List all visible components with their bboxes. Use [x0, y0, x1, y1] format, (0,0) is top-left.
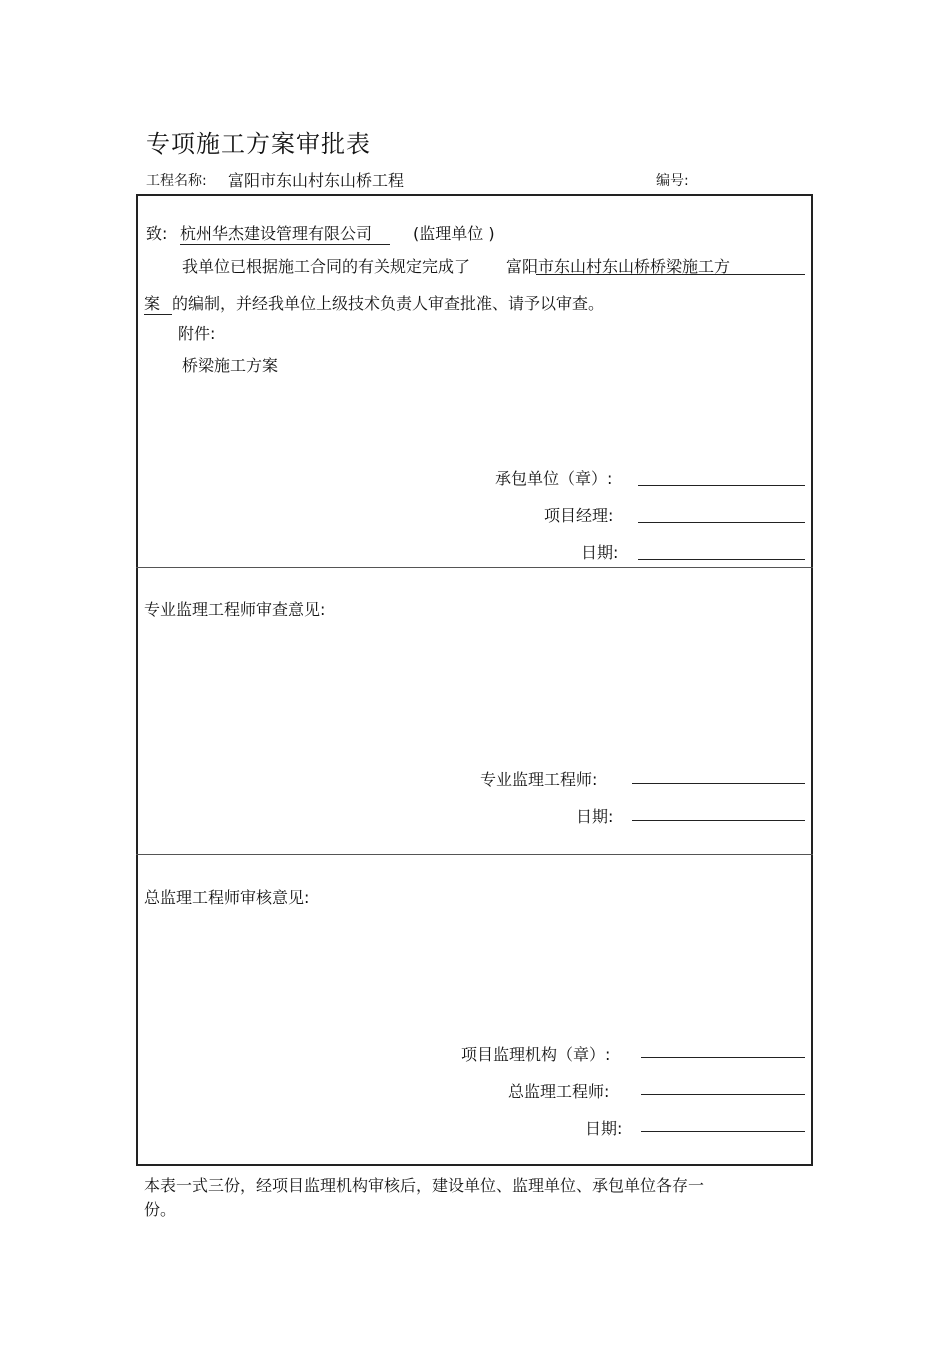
contractor-date-line[interactable] — [638, 559, 805, 560]
plan-name-part1: 富阳市东山村东山桥桥梁施工方 — [506, 257, 731, 276]
chief-date-line[interactable] — [641, 1131, 805, 1132]
org-seal-label: 项目监理机构（章）: — [461, 1045, 611, 1064]
attachment-label: 附件: — [178, 324, 216, 343]
project-name-label: 工程名称: — [146, 173, 207, 189]
page-title: 专项施工方案审批表 — [146, 130, 371, 158]
statement-line1-prefix: 我单位已根据施工合同的有关规定完成了 — [182, 257, 471, 276]
project-manager-label: 项目经理: — [544, 506, 614, 525]
plan-name-part2 — [144, 291, 172, 314]
chief-engineer-line[interactable] — [641, 1094, 805, 1095]
contractor-date-label: 日期: — [581, 543, 619, 562]
org-seal-line[interactable] — [641, 1057, 805, 1058]
supervisor-company — [180, 221, 390, 244]
section-divider-2 — [136, 854, 813, 855]
engineer-date-line[interactable] — [632, 820, 805, 821]
supervisor-company-name: 杭州华杰建设管理有限公司 — [180, 224, 390, 245]
contractor-seal-line[interactable] — [638, 485, 805, 486]
chief-review-heading: 总监理工程师审核意见: — [144, 888, 310, 907]
project-manager-line[interactable] — [638, 522, 805, 523]
to-label: 致: — [146, 224, 168, 243]
attachment-item: 桥梁施工方案 — [182, 356, 279, 375]
chief-engineer-label: 总监理工程师: — [508, 1082, 610, 1101]
engineer-date-label: 日期: — [576, 807, 614, 826]
engineer-review-heading: 专业监理工程师审查意见: — [144, 600, 326, 619]
project-name-value: 富阳市东山村东山桥工程 — [228, 171, 405, 190]
statement-line2: 的编制，并经我单位上级技术负责人审查批准、请予以审查。 — [172, 294, 605, 313]
engineer-label: 专业监理工程师: — [480, 770, 598, 789]
section-divider-1 — [136, 567, 813, 568]
footer-note-line1: 本表一式三份，经项目监理机构审核后，建设单位、监理单位、承包单位各存一 — [144, 1176, 705, 1195]
contractor-seal-label: 承包单位（章）: — [495, 469, 613, 488]
engineer-signature-line[interactable] — [632, 783, 805, 784]
plan-name-end: 案 — [144, 294, 172, 315]
plan-name-underline — [536, 274, 805, 275]
supervisor-unit-label: (监理单位 ) — [413, 224, 495, 243]
approval-form-frame — [136, 194, 813, 1166]
number-label: 编号: — [656, 173, 689, 189]
footer-note-line2: 份。 — [144, 1200, 177, 1219]
chief-date-label: 日期: — [585, 1119, 623, 1138]
